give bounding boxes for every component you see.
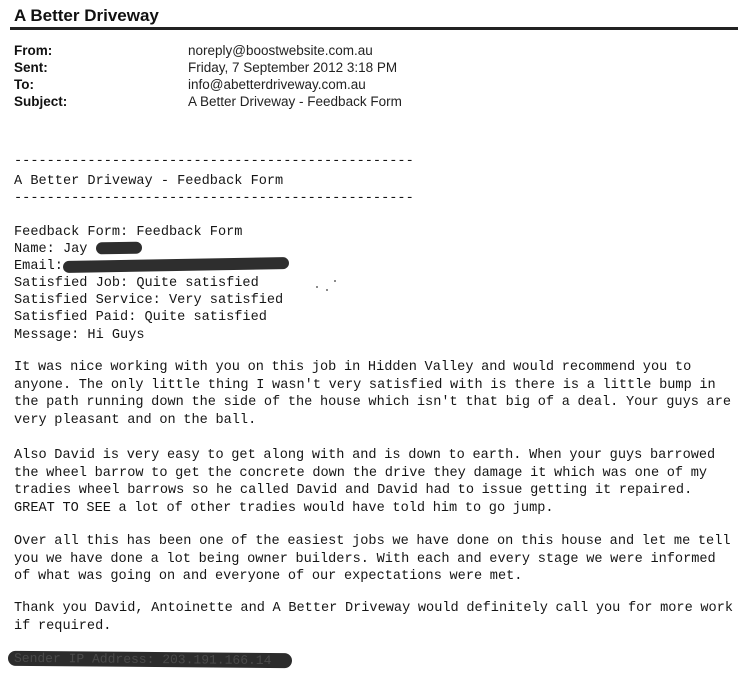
field-email-text: Email: bbox=[14, 259, 63, 274]
to-row bbox=[14, 76, 402, 93]
document-title: A Better Driveway bbox=[14, 6, 159, 25]
field-name-text: Name: Jay bbox=[14, 242, 88, 257]
sender-ip-redaction: Sender IP Address: 203.191.166.14 bbox=[8, 651, 292, 668]
to-value: info@abetterdriveway.com.au bbox=[188, 77, 366, 92]
subject-label: Subject: bbox=[14, 94, 68, 109]
sent-label: Sent: bbox=[14, 60, 48, 75]
field-email bbox=[14, 258, 289, 275]
scan-speck bbox=[334, 280, 336, 282]
to-label: To: bbox=[14, 77, 34, 92]
paragraph-2: Also David is very easy to get along with and is down to earth. When your guys barrowed the wheel barrow to get the concrete down the drive they damage it which was one of my tradies wheel barrows so he called David and David had to issue getting it repaired. GREAT TO SEE a lot of other tradies would have told him to go jump. bbox=[14, 448, 723, 516]
field-job: Satisfied Job: Quite satisfied bbox=[14, 276, 259, 291]
field-service: Satisfied Service: Very satisfied bbox=[14, 293, 284, 308]
from-row bbox=[14, 42, 402, 59]
email-redaction bbox=[63, 257, 289, 273]
field-message: Message: Hi Guys bbox=[14, 328, 145, 343]
field-form: Feedback Form: Feedback Form bbox=[14, 225, 243, 240]
scan-speck bbox=[316, 286, 318, 288]
subject-row bbox=[14, 93, 402, 110]
subject-value: A Better Driveway - Feedback Form bbox=[188, 94, 402, 109]
field-name bbox=[14, 241, 142, 258]
title-divider bbox=[10, 27, 738, 30]
from-value: noreply@boostwebsite.com.au bbox=[188, 43, 373, 58]
banner-title: A Better Driveway - Feedback Form bbox=[14, 174, 284, 189]
banner-rule-top: ------------------------------------------------- bbox=[14, 154, 414, 169]
email-header bbox=[14, 42, 402, 110]
name-redaction bbox=[95, 242, 141, 255]
field-paid: Satisfied Paid: Quite satisfied bbox=[14, 310, 267, 325]
banner-rule-bottom: ------------------------------------------------- bbox=[14, 191, 414, 206]
paragraph-3: Over all this has been one of the easiest jobs we have done on this house and let me tell you we have done a lot being owner builders. With each and every stage we were informed of what was going on and everyone of our expectations were met. bbox=[14, 534, 739, 584]
paragraph-1: It was nice working with you on this job in Hidden Valley and would recommend you to anyone. The only little thing I wasn't very satisfied with is there is a little bump in the path running down the side of the house which isn't that big of a deal. Your guys are very pleasant and on the ball. bbox=[14, 360, 739, 428]
sent-value: Friday, 7 September 2012 3:18 PM bbox=[188, 60, 398, 75]
paragraph-4: Thank you David, Antoinette and A Better Driveway would definitely call you for more work if required. bbox=[14, 601, 741, 634]
sent-row bbox=[14, 59, 402, 76]
scan-speck bbox=[326, 289, 328, 291]
from-label: From: bbox=[14, 43, 53, 58]
